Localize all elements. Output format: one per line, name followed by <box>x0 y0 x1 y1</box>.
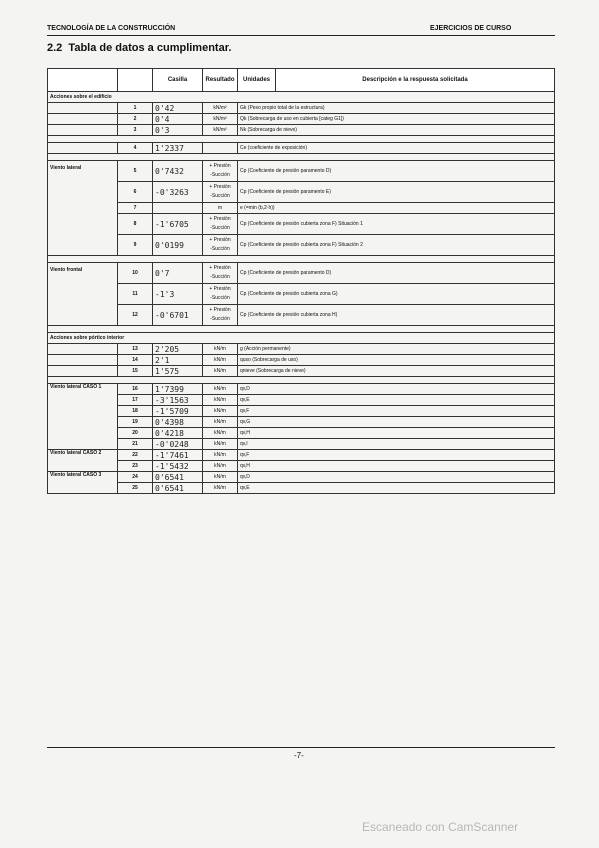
table-row <box>48 235 555 256</box>
pressure-suction: + Presión -Succión <box>203 284 238 305</box>
unit: kN/m <box>203 406 238 417</box>
casilla-number: 1 <box>118 103 153 114</box>
casilla-number: 14 <box>118 355 153 366</box>
table-row <box>48 203 555 214</box>
result-value[interactable]: 0'3 <box>153 125 203 136</box>
unit: kN/m <box>203 395 238 406</box>
table-row <box>48 103 555 114</box>
result-value[interactable]: 2'205 <box>153 344 203 355</box>
description: qv,H <box>238 461 555 472</box>
table-header-row <box>48 69 555 92</box>
description: Gk (Peso propio total de la estructura) <box>238 103 555 114</box>
result-value[interactable]: -0'3263 <box>153 182 203 203</box>
casilla-number: 6 <box>118 182 153 203</box>
spacer-row <box>48 256 555 263</box>
description: Cp (Coeficiente de presión cubierta zona G) <box>238 284 555 305</box>
result-value[interactable]: 0'42 <box>153 103 203 114</box>
unit <box>203 143 238 154</box>
table-row <box>48 395 555 406</box>
table-row <box>48 125 555 136</box>
casilla-number: 9 <box>118 235 153 256</box>
casilla-number: 16 <box>118 384 153 395</box>
casilla-number: 20 <box>118 428 153 439</box>
table-row <box>48 366 555 377</box>
pressure-suction: + Presión -Succión <box>203 263 238 284</box>
description: Cp (Coeficiente de presión paramento E) <box>238 182 555 203</box>
casilla-number: 24 <box>118 472 153 483</box>
column-descripcion: Descripción e la respuesta solicitada <box>276 69 555 92</box>
casilla-number: 7 <box>118 203 153 214</box>
table-row <box>48 114 555 125</box>
casilla-number: 5 <box>118 161 153 182</box>
unit: kN/m <box>203 384 238 395</box>
description: Cp (Coeficiente de presión cubierta zona F) Situación 1 <box>238 214 555 235</box>
description: qnieve (Sobrecarga de nieve) <box>238 366 555 377</box>
header-course: TECNOLOGÍA DE LA CONSTRUCCIÓN <box>47 25 176 32</box>
unit: kN/m <box>203 439 238 450</box>
table-row <box>48 305 555 326</box>
scanner-watermark: Escaneado con CamScanner <box>362 820 519 834</box>
unit: kN/m <box>203 472 238 483</box>
description: qv,F <box>238 406 555 417</box>
data-table <box>47 68 555 494</box>
description: qv,H <box>238 428 555 439</box>
group-label: Viento lateral CASO 2 <box>48 450 118 472</box>
result-value[interactable]: -1'6705 <box>153 214 203 235</box>
result-value[interactable]: 1'2337 <box>153 143 203 154</box>
description: Ce (coeficiente de exposición) <box>238 143 555 154</box>
unit: kN/m <box>203 366 238 377</box>
casilla-number: 21 <box>118 439 153 450</box>
unit: kN/m² <box>203 103 238 114</box>
spacer-row <box>48 326 555 333</box>
casilla-number: 3 <box>118 125 153 136</box>
description: Nk (Sobrecarga de nieve) <box>238 125 555 136</box>
casilla-number: 2 <box>118 114 153 125</box>
pressure-suction: + Presión -Succión <box>203 214 238 235</box>
description: Cp (Coeficiente de presión cubierta zona F) Situación 2 <box>238 235 555 256</box>
table-row <box>48 263 555 284</box>
spacer-row <box>48 377 555 384</box>
result-value[interactable]: -1'3 <box>153 284 203 305</box>
table-row <box>48 439 555 450</box>
result-value[interactable]: 0'0199 <box>153 235 203 256</box>
section-title-text: Tabla de datos a cumplimentar. <box>68 42 232 54</box>
table-row <box>48 355 555 366</box>
description: qv,F <box>238 450 555 461</box>
result-value[interactable]: 1'575 <box>153 366 203 377</box>
description: g (Acción permanente) <box>238 344 555 355</box>
description: Cp (Coeficiente de presión cubierta zona H) <box>238 305 555 326</box>
unit: kN/m <box>203 483 238 494</box>
spacer-row <box>48 154 555 161</box>
casilla-number: 11 <box>118 284 153 305</box>
result-value[interactable]: -0'0248 <box>153 439 203 450</box>
group-label: Acciones sobre el edificio <box>48 92 555 103</box>
description: qv,G <box>238 417 555 428</box>
unit: kN/m <box>203 461 238 472</box>
table-row <box>48 143 555 154</box>
table-row <box>48 461 555 472</box>
pressure-suction: + Presión -Succión <box>203 161 238 182</box>
description: qv,D <box>238 384 555 395</box>
casilla-number: 8 <box>118 214 153 235</box>
table-row <box>48 483 555 494</box>
description: Cp (Coeficiente de presión paramento D) <box>238 161 555 182</box>
result-value[interactable]: 0'4218 <box>153 428 203 439</box>
description: qv,D <box>238 472 555 483</box>
table-row <box>48 182 555 203</box>
group-label: Viento lateral <box>48 161 118 256</box>
result-value[interactable]: 0'4 <box>153 114 203 125</box>
group-label: Viento frontal <box>48 263 118 326</box>
table-row <box>48 161 555 182</box>
footer-rule <box>47 747 555 748</box>
result-value[interactable]: -0'6701 <box>153 305 203 326</box>
casilla-number: 22 <box>118 450 153 461</box>
unit: kN/m <box>203 417 238 428</box>
table-row <box>48 450 555 461</box>
spacer-row <box>48 136 555 143</box>
casilla-number: 17 <box>118 395 153 406</box>
unit: kN/m² <box>203 114 238 125</box>
column-unidades: Unidades <box>238 69 276 92</box>
group-row <box>48 333 555 344</box>
result-value[interactable]: -1'5709 <box>153 406 203 417</box>
casilla-number: 18 <box>118 406 153 417</box>
result-value[interactable] <box>153 203 203 214</box>
description: quso (Sobrecarga de uso) <box>238 355 555 366</box>
pressure-suction: + Presión -Succión <box>203 305 238 326</box>
group-label: Viento lateral CASO 1 <box>48 384 118 450</box>
column-casilla: Casilla <box>153 69 203 92</box>
unit: kN/m <box>203 355 238 366</box>
group-label: Viento lateral CASO 3 <box>48 472 118 494</box>
result-value[interactable]: 0'6541 <box>153 483 203 494</box>
column-resultado: Resultado <box>203 69 238 92</box>
result-value[interactable]: 0'4398 <box>153 417 203 428</box>
casilla-number: 23 <box>118 461 153 472</box>
table-row <box>48 472 555 483</box>
table-row <box>48 214 555 235</box>
result-value[interactable]: 0'6541 <box>153 472 203 483</box>
description: qv,E <box>238 483 555 494</box>
table-row <box>48 417 555 428</box>
result-value[interactable]: 0'7432 <box>153 161 203 182</box>
unit: kN/m² <box>203 125 238 136</box>
result-value[interactable]: -1'5432 <box>153 461 203 472</box>
casilla-number: 12 <box>118 305 153 326</box>
table-row <box>48 428 555 439</box>
unit: m <box>203 203 238 214</box>
section-title <box>47 42 231 54</box>
pressure-suction: + Presión -Succión <box>203 182 238 203</box>
section-number: 2.2 <box>47 42 63 54</box>
description: e (=min (b,2·h)) <box>238 203 555 214</box>
result-value[interactable]: 0'7 <box>153 263 203 284</box>
description: Qk (Sobrecarga de uso en cubierta [categ G1]) <box>238 114 555 125</box>
pressure-suction: + Presión -Succión <box>203 235 238 256</box>
casilla-number: 15 <box>118 366 153 377</box>
group-row <box>48 92 555 103</box>
unit: kN/m <box>203 428 238 439</box>
casilla-number: 4 <box>118 143 153 154</box>
page-number: -7- <box>294 751 304 760</box>
description: qv,I <box>238 439 555 450</box>
result-value[interactable]: 2'1 <box>153 355 203 366</box>
unit: kN/m <box>203 450 238 461</box>
table-row <box>48 284 555 305</box>
header-exercises: EJERCICIOS DE CURSO <box>430 25 512 32</box>
casilla-number: 19 <box>118 417 153 428</box>
result-value[interactable]: -1'7461 <box>153 450 203 461</box>
group-label: Acciones sobre pórtico interior <box>48 333 555 344</box>
unit: kN/m <box>203 344 238 355</box>
casilla-number: 10 <box>118 263 153 284</box>
table-row <box>48 406 555 417</box>
header-blank <box>48 69 118 92</box>
casilla-number: 25 <box>118 483 153 494</box>
table-row <box>48 384 555 395</box>
table-row <box>48 344 555 355</box>
description: qv,E <box>238 395 555 406</box>
result-value[interactable]: -3'1563 <box>153 395 203 406</box>
header-blank <box>118 69 153 92</box>
result-value[interactable]: 1'7399 <box>153 384 203 395</box>
casilla-number: 13 <box>118 344 153 355</box>
header-rule <box>47 35 555 36</box>
description: Cp (Coeficiente de presión paramento D) <box>238 263 555 284</box>
